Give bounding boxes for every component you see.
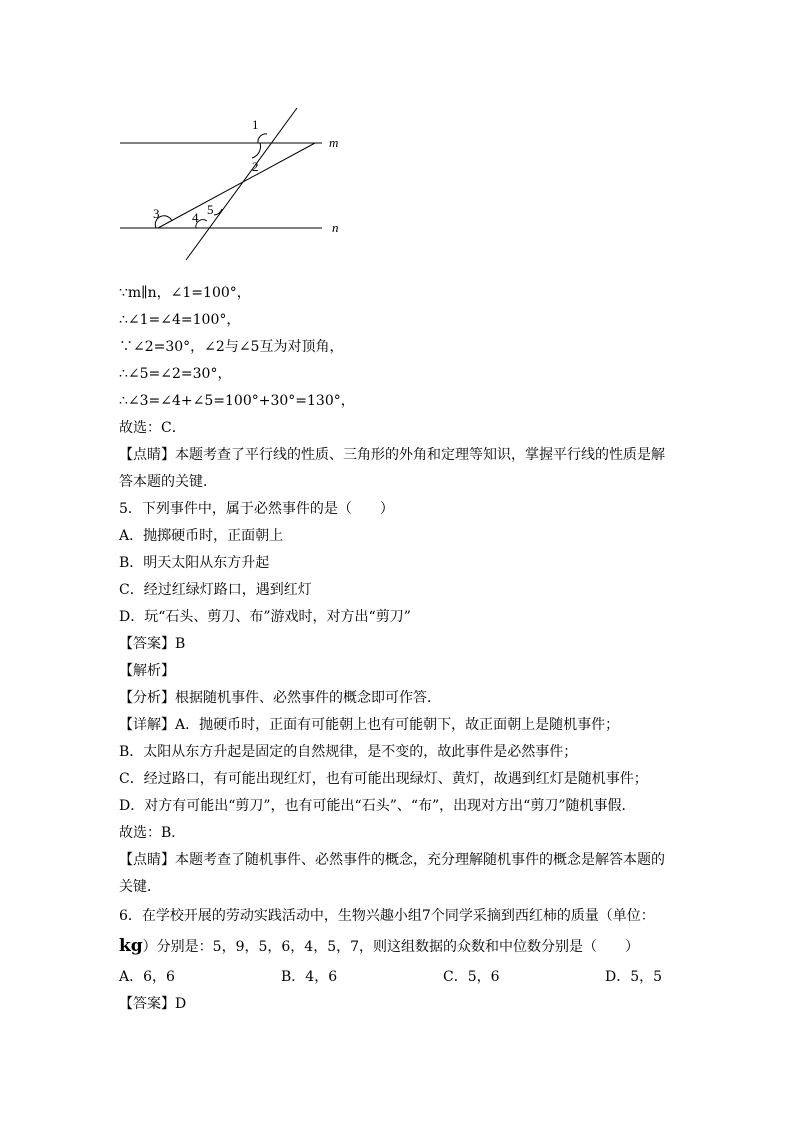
proof-line-3: ∵∠2=30°，∠2与∠5互为对顶角， bbox=[119, 339, 344, 355]
q6-unit: kg bbox=[119, 936, 143, 956]
angle-2-arc bbox=[252, 143, 261, 158]
q5-stem: 5．下列事件中，属于必然事件的是（ ） bbox=[119, 501, 394, 517]
label-3: 3 bbox=[153, 206, 160, 221]
parallel-lines-figure bbox=[110, 108, 360, 268]
q6-option-a: A．6，6 bbox=[119, 969, 175, 985]
q6-stem-text: ）分别是：5，9，5，6，4，5，7，则这组数据的众数和中位数分别是（ ） bbox=[142, 939, 640, 955]
q5-analysis-head: 【解析】 bbox=[119, 663, 175, 679]
q5-detail-b: B．太阳从东方升起是固定的自然规律，是不变的，故此事件是必然事件； bbox=[119, 744, 578, 760]
q5-detail-d: D．对方有可能出“剪刀”，也有可能出“石头”、“布”，出现对方出“剪刀”随机事假． bbox=[119, 798, 636, 814]
q5-detail-c: C．经过路口，有可能出现红灯，也有可能出现绿灯、黄灯，故遇到红灯是随机事件； bbox=[119, 771, 648, 787]
q5-option-d: D．玩“石头、剪刀、布”游戏时，对方出“剪刀” bbox=[119, 609, 411, 625]
label-m: m bbox=[329, 135, 339, 150]
proof-line-2: ∴∠1=∠4=100°， bbox=[119, 312, 241, 328]
q6-option-d: D．5，5 bbox=[605, 969, 663, 985]
q4-comment-line-2: 答本题的关键． bbox=[119, 474, 217, 490]
proof-line-5: ∴∠3=∠4+∠5=100°+30°=130°， bbox=[119, 393, 355, 409]
transversal-1 bbox=[186, 108, 297, 260]
label-n: n bbox=[332, 220, 339, 235]
proof-line-1: ∵m∥n，∠1=100°， bbox=[119, 285, 251, 301]
q5-option-c: C．经过红绿灯路口，遇到红灯 bbox=[119, 582, 312, 598]
q6-option-c: C．5，6 bbox=[443, 969, 500, 985]
q5-option-a: A．抛掷硬币时，正面朝上 bbox=[119, 528, 284, 544]
q5-detail-a: 【详解】A．抛硬币时，正面有可能朝上也有可能朝下，故正面朝上是随机事件； bbox=[119, 717, 620, 733]
label-2: 2 bbox=[252, 159, 259, 174]
angle-1-arc bbox=[258, 134, 267, 143]
q5-comment-line-1: 【点睛】本题考查了随机事件、必然事件的概念，充分理解随机事件的概念是解答本题的 bbox=[119, 852, 665, 868]
q6-answer: 【答案】D bbox=[119, 996, 187, 1012]
q5-comment-line-2: 关键． bbox=[119, 879, 161, 895]
label-4: 4 bbox=[192, 210, 199, 225]
angle-5-arc bbox=[214, 209, 222, 215]
q5-choice: 故选：B． bbox=[119, 825, 186, 841]
label-5: 5 bbox=[207, 202, 214, 217]
q5-answer: 【答案】B bbox=[119, 636, 186, 652]
proof-line-4: ∴∠5=∠2=30°， bbox=[119, 366, 232, 382]
q4-comment-line-1: 【点睛】本题考查了平行线的性质、三角形的外角和定理等知识，掌握平行线的性质是解 bbox=[119, 447, 665, 463]
q6-stem-line-2 bbox=[119, 936, 639, 957]
transversal-2 bbox=[158, 143, 315, 228]
q6-option-b: B．4，6 bbox=[281, 969, 338, 985]
q6-stem-line-1: 6．在学校开展的劳动实践活动中，生物兴趣小组7个同学采摘到西红柿的质量（单位： bbox=[119, 908, 655, 924]
q5-option-b: B．明天太阳从东方升起 bbox=[119, 555, 270, 571]
q5-analysis: 【分析】根据随机事件、必然事件的概念即可作答． bbox=[119, 690, 441, 706]
label-1: 1 bbox=[252, 117, 259, 132]
proof-choice: 故选：C． bbox=[119, 420, 186, 436]
